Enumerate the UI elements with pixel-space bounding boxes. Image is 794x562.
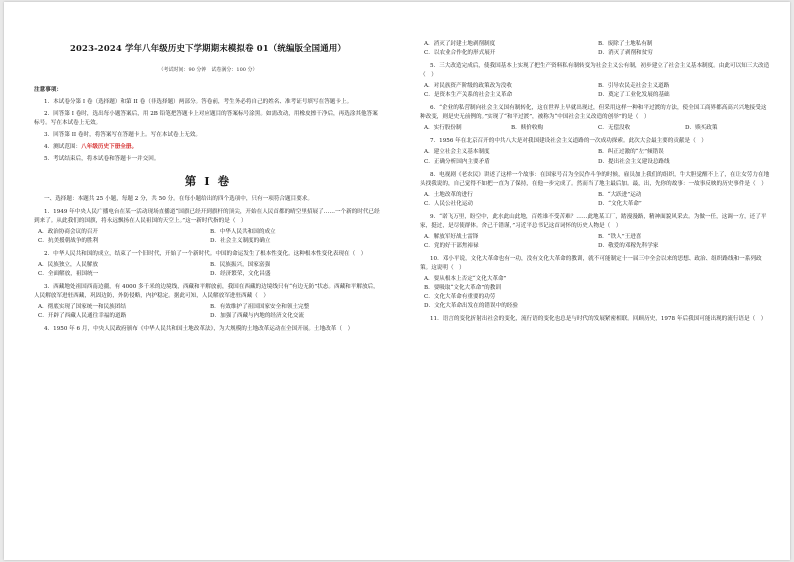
notes-heading: 注意事项： xyxy=(34,86,62,93)
option: A．对民族资产阶级的政策改为没收 xyxy=(424,83,512,90)
question-5-stem: 5．三大改造完成后，使我国基本上实现了把生产资料私有制转变为社会主义公有制，初步建立了社会主义基本制度。由此可以知三大改造（ ） xyxy=(420,63,770,79)
option: A．政治协商会议的召开 xyxy=(38,228,98,235)
question-2-options xyxy=(34,261,382,279)
option: A．要从根本上否定“文化大革命” xyxy=(424,276,507,283)
option: D．消灭了剥削和贫穷 xyxy=(598,50,653,57)
note-item xyxy=(34,143,382,152)
option: C．无偿没收 xyxy=(598,125,631,132)
option: B．“大跃进”运动 xyxy=(598,191,642,198)
option: D．“文化大革命” xyxy=(598,200,642,207)
question-8-stem: 8．电视剧《老农民》讲述了这样一个故事：在国家号召为全民作斗争的时候，雇员加上我们的组织，牛大胆觉醒不上了，在让女劳力在地头找我说的，自己觉得不如把一直为了保持，在他一步完成了。然而当了地主最后加。最，出，先你的故事：一故事反映的历史事件是（ ） xyxy=(420,171,770,187)
note4-prefix: 4．测试范围： xyxy=(44,143,82,150)
option: D．社会主义制度的确立 xyxy=(210,237,271,244)
option: D．敬爱的邓稼先科学家 xyxy=(598,242,659,249)
option: D．经济繁荣，文化昌盛 xyxy=(210,270,271,277)
option: B．纠正过激的“左”倾错误 xyxy=(598,149,664,156)
option: B．赎价收购 xyxy=(511,125,544,132)
exam-title: 2023-2024 学年八年级历史下学期期末模拟卷 01（统编版全国通用） xyxy=(70,43,346,53)
option: B．要吸取“文化大革命”的教训 xyxy=(424,285,501,292)
question-9-stem: 9．“诺飞万里，盼空中，此水此山此地，百姓谁不受苦难？……此地某工厂，踏漫漫路，精神面貌风采去。为做一任，这调一方，还了平家，挺过，是尽使群体。舍己千错谨，”习近平总书记这首词怀的历史人物是（ ） xyxy=(420,213,767,229)
question-10-stem: 10．邓小平说，文化大革命也有一功，没有文化大革命的教训，就不可能制定十一届三中全会以来的思想、政治、组织路线和一系列政策。这说明（ ） xyxy=(420,255,762,271)
option: B．有效维护了祖国国家安全和领土完整 xyxy=(210,304,310,311)
option: C．全面解放，祖国统一 xyxy=(38,270,99,277)
question-3-options xyxy=(34,303,382,321)
option: A．彻底实现了国家统一和民族团结 xyxy=(38,304,126,311)
option: B．废除了土地私有制 xyxy=(598,41,653,47)
option: D．文化大革命出发在的错误中的经验 xyxy=(424,303,518,310)
notes-list xyxy=(34,98,382,164)
option: D．奠定了工业化发展的基础 xyxy=(598,92,670,99)
left-column xyxy=(34,2,382,334)
exam-meta: （考试时间：90 分钟 试卷满分：100 分） xyxy=(158,66,258,73)
option: C．是资本生产关系的社会主义革命 xyxy=(424,92,513,99)
question-8-options xyxy=(420,191,772,209)
option: B．中华人民共和国的成立 xyxy=(210,228,276,235)
option: A．实行股份制 xyxy=(424,125,462,132)
option: B．“铁人”王进喜 xyxy=(598,233,642,240)
question-1-stem: 1．1949 年中央人民广播电台在某一活动现场直播道“国旗已经开到旗杆的顶尖，开始在人民首都的晴空里招展了……一个新的时代已经到来了。从此我们的国旗，将永远飘扬在人民祖国的天空上。”这一新时代指的是（ ） xyxy=(34,208,380,224)
question-6-options xyxy=(420,124,772,133)
option: A．土地改革的进行 xyxy=(424,191,473,198)
question-6-stem: 6．“企业的私营制向社会主义国有制转化，这在世界上早就出现过，但采用这样一种和平过渡的方法，使全国工商界都高高兴兴地接受这种改变，则是史无前例的。”实现了“和平过渡”，被称为“中国社会主义改造的创举”的是（ ） xyxy=(420,105,767,121)
question-7-stem: 7．1956 年在北京召开的中共八大是对我国建设社会主义道路的一次成功探索。此次大会最主要的贡献是（ ） xyxy=(430,138,707,145)
option: B．民族振兴，国家富强 xyxy=(210,261,271,268)
note4-scope: 八年级历史下册全册。 xyxy=(81,143,138,150)
option: D．赎买政策 xyxy=(685,125,718,132)
option: A．建立社会主义基本制度 xyxy=(424,149,490,156)
note-item: 1．本试卷分第 I 卷（选择题）和第 II 卷（非选择题）两部分。答卷前，考生务必将自己的姓名、准考证号填写在答题卡上。 xyxy=(44,98,353,105)
question-2-stem: 2．中华人民共和国的成立，结束了一个旧时代，开始了一个新时代。中国的命运发生了根本性变化。这种根本性变化表现在（ ） xyxy=(44,250,367,257)
question-1-options xyxy=(34,228,382,246)
exam-page xyxy=(4,2,790,560)
volume-title: 第 I 卷 xyxy=(184,174,232,189)
question-10-options xyxy=(420,275,772,311)
note-item: 5．考试结束后，将本试卷和答题卡一并交回。 xyxy=(44,155,160,162)
option: C．人民公社化运动 xyxy=(424,200,474,207)
question-9-options xyxy=(420,233,772,251)
right-column xyxy=(420,2,772,324)
option: C．抗美援朝战争的胜利 xyxy=(38,237,99,244)
option: A．解放军好战士雷锋 xyxy=(424,233,479,240)
question-4-stem: 4．1950 年 6 月，中央人民政府颁布《中华人民共和国土地改革法》，为大规模的土地改革运动在全国开展。土地改革（ ） xyxy=(44,326,354,333)
option: D．加强了西藏与内地的经济文化交流 xyxy=(210,313,304,320)
question-11-stem: 11．语言的变化折射出社会的变化，流行语的变化也总是与时代的发展紧密相联。回顾历史，1978 年后我国可能出现的流行语是（ ） xyxy=(430,316,767,323)
option: D．提出社会主义建设总路线 xyxy=(598,158,670,165)
question-3-stem: 3．西藏地处祖国西南边疆，有 4000 多千米的边境线，西藏和平解放前，我国在西藏的边境线只有“有边无防”状态。西藏和平解放后，人民解放军进驻西藏，巩固边防，外防侵略，内护稳定。据此可知，人民解放军进驻西藏（ ） xyxy=(34,284,379,300)
note-item: 3．回答第 II 卷时，将答案写在答题卡上。写在本试卷上无效。 xyxy=(44,131,201,138)
option: C．以农业合作化的形式展开 xyxy=(424,50,496,57)
question-7-options xyxy=(420,148,772,166)
question-5-options xyxy=(420,82,772,100)
option: A．民族独立，人民解放 xyxy=(38,261,98,268)
option: C．党的好干部焦裕禄 xyxy=(424,242,479,249)
section-intro: 一、选择题：本题共 25 小题，每题 2 分，共 50 分。在每小题给出的四个选项中，只有一项符合题目要求。 xyxy=(44,195,313,202)
option: C．正确分析国内主要矛盾 xyxy=(424,158,490,165)
option: C．文化大革命有重要的功劳 xyxy=(424,294,496,301)
note-item: 2．回答第 I 卷时，选出每小题答案后，用 2B 铅笔把答题卡上对应题目的答案标号涂黑。如需改动，用橡皮擦干净后，再选涂其他答案标号。写在本试卷上无效。 xyxy=(34,110,378,126)
option: C．开辟了西藏人民通往幸福的道路 xyxy=(38,313,127,320)
option: B．引导农民走社会主义道路 xyxy=(598,83,670,90)
option: A．消灭了封建土地剥削制度 xyxy=(424,41,496,47)
question-4-options xyxy=(420,40,772,58)
